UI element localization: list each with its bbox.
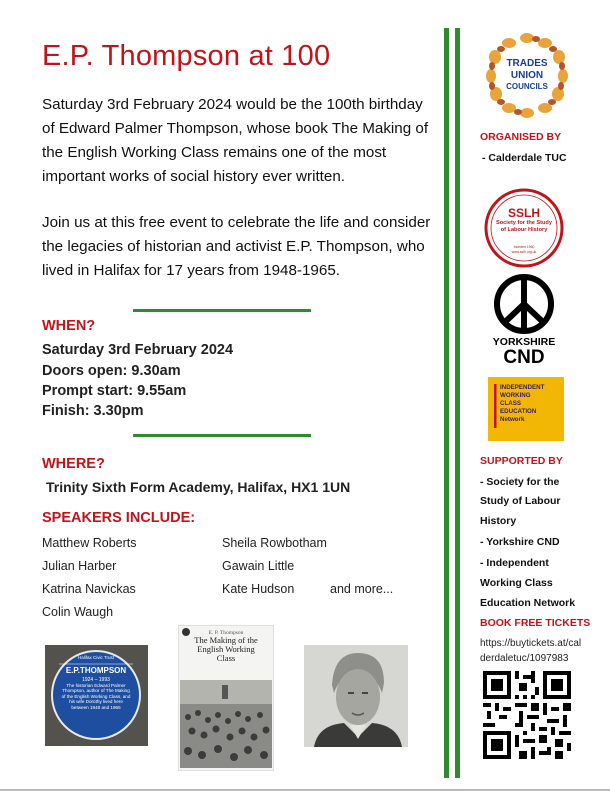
tuc-line-1: TRADES	[506, 58, 548, 69]
intro-paragraph: Saturday 3rd February 2024 would be the 100th birthday of Edward Palmer Thompson, whose book The Making of the English Working Class remains one of the most important works of social history ever written.	[42, 96, 429, 185]
vertical-divider-right	[455, 28, 460, 778]
divider-top	[133, 309, 311, 312]
iwce-line-3: CLASS	[500, 400, 521, 407]
supported-by-item: - Yorkshire CND	[480, 536, 560, 548]
speaker-name: Gawain Little	[222, 559, 295, 573]
organised-by-item: - Calderdale TUC	[482, 152, 567, 164]
cnd-line-2: CND	[503, 347, 545, 366]
iwce-line-5: Network	[500, 416, 525, 423]
book-title: The Making of the English Working Class	[194, 636, 258, 663]
tickets-qr-code[interactable]	[483, 671, 571, 759]
supported-by-item: - Society for the	[480, 476, 560, 488]
iwce-logo	[488, 377, 564, 441]
plaque-name: E.P.THOMPSON	[65, 666, 127, 675]
sslh-logo	[484, 188, 564, 268]
when-start: Prompt start: 9.55am	[42, 383, 187, 399]
tickets-heading: BOOK FREE TICKETS	[480, 617, 591, 629]
book-author: E. P. Thompson	[208, 630, 244, 636]
speakers-more: and more...	[330, 582, 394, 596]
speaker-name: Kate Hudson	[222, 582, 295, 596]
yorkshire-cnd-logo	[488, 274, 560, 366]
supported-by-item: History	[480, 515, 517, 527]
divider-bottom	[133, 434, 311, 437]
supported-by-item: - Independent	[480, 557, 549, 569]
where-heading: WHERE?	[42, 456, 105, 472]
plaque-trust: Halifax Civic Trust	[77, 655, 115, 660]
vertical-divider-left	[444, 28, 449, 778]
speaker-name: Julian Harber	[42, 559, 117, 573]
speakers-heading: SPEAKERS INCLUDE:	[42, 510, 196, 526]
book-cover-image	[178, 625, 274, 771]
tickets-url-line-1[interactable]: https://buytickets.at/cal	[480, 638, 582, 649]
speaker-name: Sheila Rowbotham	[222, 536, 327, 550]
sslh-abbr: SSLH	[507, 206, 541, 220]
trades-union-councils-logo	[479, 30, 575, 120]
sslh-url: www.sslh.org.uk	[511, 250, 537, 254]
supported-by-item: Working Class	[480, 577, 553, 589]
page-title: E.P. Thompson at 100	[42, 40, 331, 72]
plaque-text: The historian Edward Palmer Thompson, author of The Making of the English Working Class, and his wife Dorothy lived here between 1948 and 1965	[61, 683, 131, 710]
sslh-name: Society for the Study of Labour History	[496, 220, 552, 233]
speaker-name: Colin Waugh	[42, 605, 114, 619]
cnd-line-1: YORKSHIRE	[492, 336, 556, 348]
portrait-photo	[304, 645, 408, 747]
sslh-founded: founded 1960	[513, 245, 535, 249]
iwce-line-4: EDUCATION	[500, 408, 537, 415]
supported-by-item: Education Network	[480, 597, 576, 609]
speaker-name: Matthew Roberts	[42, 536, 137, 550]
supported-by-item: Study of Labour	[480, 495, 561, 507]
when-doors: Doors open: 9.30am	[42, 363, 181, 379]
plaque-years: 1924 – 1993	[82, 677, 110, 683]
when-heading: WHEN?	[42, 318, 96, 334]
organised-by-heading: ORGANISED BY	[480, 131, 562, 143]
where-venue: Trinity Sixth Form Academy, Halifax, HX1 1UN	[46, 479, 351, 495]
join-paragraph: Join us at this free event to celebrate the life and consider the legacies of historian and activist E.P. Thompson, who lived in Halifax for 17 years from 1948-1965.	[42, 214, 431, 279]
speaker-name: Katrina Navickas	[42, 582, 136, 596]
when-date: Saturday 3rd February 2024	[42, 342, 234, 358]
supported-by-heading: SUPPORTED BY	[480, 455, 563, 467]
when-finish: Finish: 3.30pm	[42, 403, 144, 419]
tuc-line-2: UNION	[510, 70, 544, 81]
iwce-line-1: INDEPENDENT	[500, 384, 545, 391]
iwce-line-2: WORKING	[500, 392, 531, 399]
blue-plaque-image	[45, 645, 148, 746]
tickets-url-line-2[interactable]: derdaletuc/1097983	[480, 653, 569, 664]
tuc-line-3: COUNCILS	[506, 82, 548, 91]
